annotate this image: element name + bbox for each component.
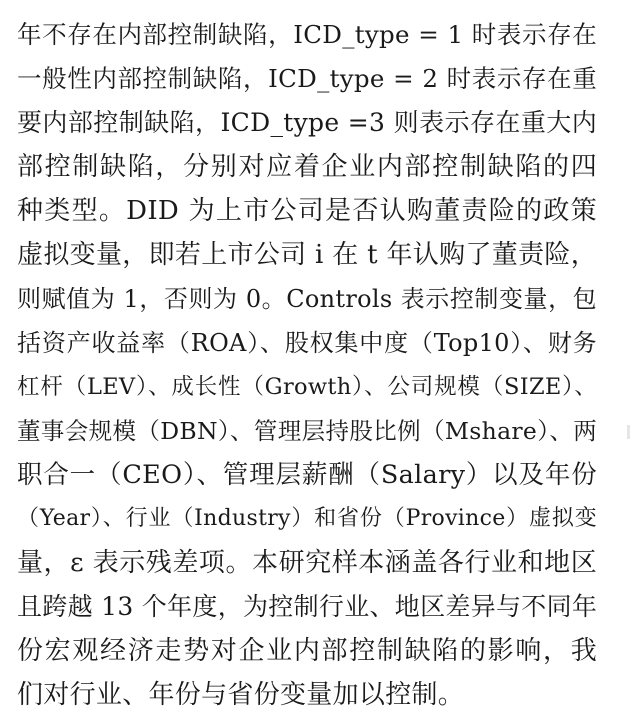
text-line: 括资产收益率（ROA）、股权集中度（Top10）、财务 (17, 329, 597, 357)
text-line: （Year）、行业（Industry）和省份（Province）虚拟变 (17, 506, 597, 531)
body-paragraph (17, 13, 597, 717)
text-line: 要内部控制缺陷，ICD_type =3 则表示存在重大内 (17, 108, 597, 137)
text-line: 年不存在内部控制缺陷，ICD_type = 1 时表示存在 (17, 20, 597, 49)
text-line: 一般性内部控制缺陷，ICD_type = 2 时表示存在重 (17, 64, 597, 93)
text-line: 杠杆（LEV）、成长性（Growth）、公司规模（SIZE）、 (17, 374, 597, 400)
text-line: 量，ε 表示残差项。本研究样本涵盖各行业和地区 (17, 548, 597, 578)
text-line: 虚拟变量，即若上市公司 i 在 t 年认购了董责险， (17, 240, 597, 270)
text-line: 部控制缺陷，分别对应着企业内部控制缺陷的四 (17, 152, 597, 182)
text-line: 职合一（CEO）、管理层薪酬（Salary）以及年份 (17, 460, 597, 490)
text-line-last: 们对行业、年份与省份变量加以控制。 (17, 680, 465, 710)
text-line: 则赋值为 1，否则为 0。Controls 表示控制变量，包 (17, 285, 597, 313)
text-line: 董事会规模（DBN）、管理层持股比例（Mshare）、两 (17, 417, 597, 445)
text-line: 种类型。DID 为上市公司是否认购董责险的政策 (17, 196, 597, 226)
text-line: 份宏观经济走势对企业内部控制缺陷的影响，我 (17, 636, 597, 666)
text-line: 且跨越 13 个年度，为控制行业、地区差异与不同年 (17, 592, 598, 621)
